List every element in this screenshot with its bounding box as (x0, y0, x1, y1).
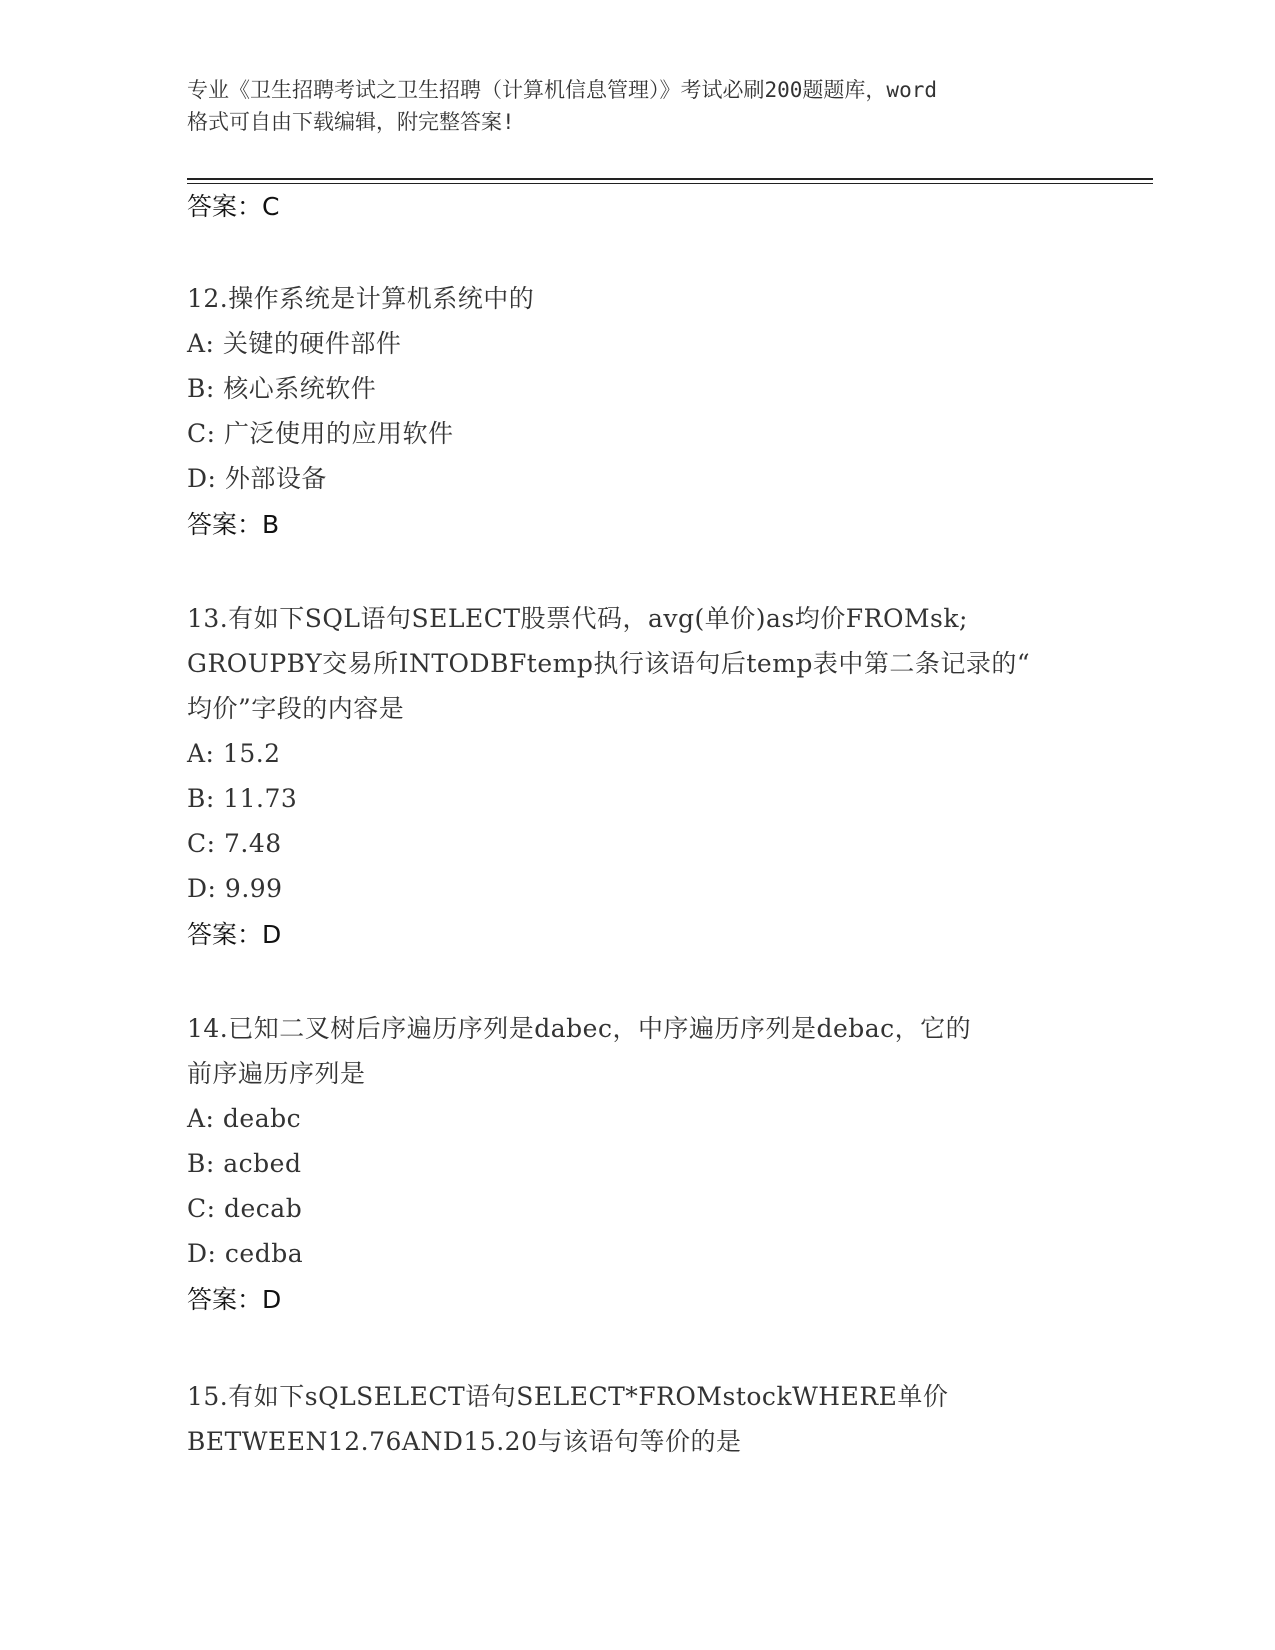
question-stem-line-2: GROUPBY交易所INTODBFtemp执行该语句后temp表中第二条记录的“ (187, 649, 1031, 678)
answer-label: 答案： (187, 920, 263, 949)
option-b: B: 核心系统软件 (187, 374, 377, 403)
question-stem-line-1: 13.有如下SQL语句SELECT股票代码，avg(单价)as均价FROMsk; (187, 604, 968, 633)
answer-value: D (262, 1285, 282, 1314)
answer-label: 答案： (187, 192, 263, 221)
question-stem-line-1: 14.已知二叉树后序遍历序列是dabec，中序遍历序列是debac，它的 (187, 1014, 972, 1043)
question-15 (187, 1374, 1087, 1464)
question-stem: 12.操作系统是计算机系统中的 (187, 284, 535, 313)
question-12 (187, 276, 1087, 501)
answer-q13 (187, 918, 281, 952)
answer-value: B (262, 510, 280, 539)
option-b: B: 11.73 (187, 784, 298, 813)
option-b: B: acbed (187, 1149, 302, 1178)
option-a: A: 关键的硬件部件 (187, 329, 402, 358)
header-line-1: 专业《卫生招聘考试之卫生招聘（计算机信息管理）》考试必刷200题题库，word (187, 78, 937, 102)
header-divider (187, 178, 1153, 184)
question-stem-line-2: 前序遍历序列是 (187, 1059, 366, 1088)
question-stem-line-3: 均价”字段的内容是 (187, 694, 405, 723)
option-a: A: deabc (187, 1104, 302, 1133)
header-line-2: 格式可自由下载编辑，附完整答案! (187, 110, 515, 134)
answer-value: D (262, 920, 282, 949)
question-13 (187, 596, 1087, 911)
option-c: C: 7.48 (187, 829, 282, 858)
option-d: D: cedba (187, 1239, 304, 1268)
answer-q14 (187, 1283, 281, 1317)
option-a: A: 15.2 (187, 739, 281, 768)
answer-q11 (187, 190, 279, 224)
option-d: D: 外部设备 (187, 464, 327, 493)
answer-label: 答案： (187, 510, 263, 539)
option-c: C: decab (187, 1194, 303, 1223)
answer-q12 (187, 508, 279, 542)
document-header (187, 74, 1107, 138)
option-c: C: 广泛使用的应用软件 (187, 419, 454, 448)
question-stem-line-2: BETWEEN12.76AND15.20与该语句等价的是 (187, 1427, 742, 1456)
question-14 (187, 1006, 1087, 1276)
question-stem-line-1: 15.有如下sQLSELECT语句SELECT*FROMstockWHERE单价 (187, 1382, 949, 1411)
answer-value: C (262, 192, 280, 221)
option-d: D: 9.99 (187, 874, 283, 903)
answer-label: 答案： (187, 1285, 263, 1314)
